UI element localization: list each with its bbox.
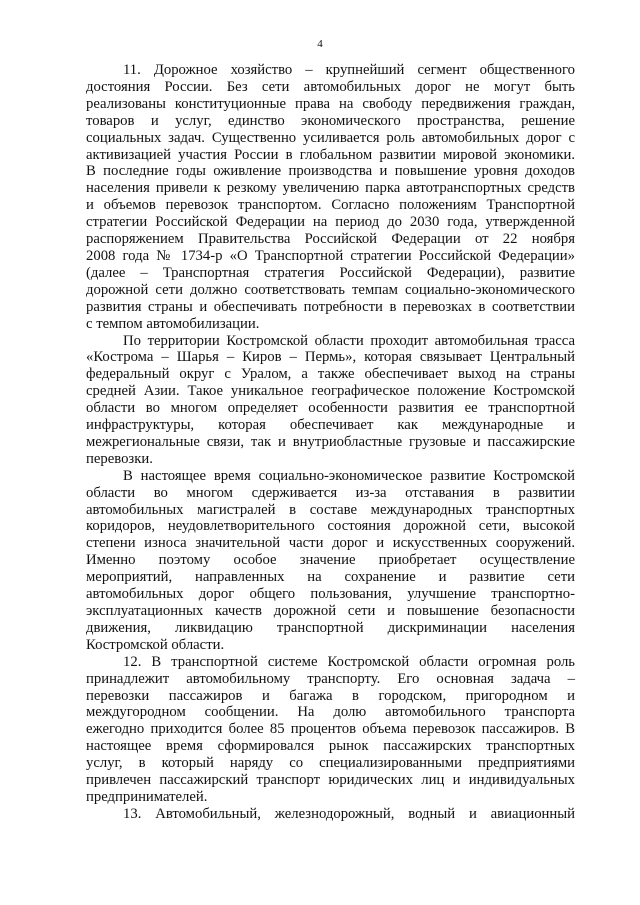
text-line: «Кострома – Шарья – Киров – Пермь», которая связывает Центральный (86, 349, 575, 366)
text-line: межрегиональные связи, так и внутриобластные грузовые и пассажирские (86, 433, 575, 450)
text-line: степени износа значительной части дорог и искусственных сооружений. (86, 535, 575, 552)
paragraph (86, 333, 575, 468)
text-line: автомобильных магистралей в составе международных транспортных (86, 501, 575, 518)
text-line: достояния России. Без сети автомобильных дорог не могут быть (86, 78, 575, 95)
text-line: федеральный округ с Уралом, а также обеспечивает выход на страны (86, 366, 575, 383)
text-line: В настоящее время социально-экономическое развитие Костромской (123, 467, 575, 484)
text-line: средней Азии. Такое уникальное географическое положение Костромской (86, 383, 575, 400)
text-line: ежегодно приходится более 85 процентов объема перевозок пассажиров. В (86, 721, 575, 738)
text-line: товаров и услуг, единство экономического пространства, решение (86, 112, 575, 129)
text-line: перевозки. (86, 450, 153, 467)
text-line: движения, ликвидацию транспортной дискриминации населения (86, 619, 575, 636)
text-line: развития страны и обеспечивать потребности в перевозках в соответствии (86, 298, 575, 315)
text-line: области во многом определяет особенности развития ее транспортной (86, 400, 575, 417)
document-body (86, 62, 575, 823)
paragraph (86, 468, 575, 654)
text-line: эксплуатационных качеств дорожной сети и повышение безопасности (86, 603, 575, 619)
text-line: 11. Дорожное хозяйство – крупнейший сегмент общественного (123, 62, 575, 78)
text-line: междугородном сообщении. На долю автомобильного транспорта (86, 704, 575, 721)
text-line: настоящее время сформировался рынок пассажирских транспортных (86, 738, 575, 755)
text-line: автомобильных дорог общего пользования, улучшение транспортно- (86, 586, 575, 603)
paragraph (86, 806, 575, 823)
text-line: стратегии Российской Федерации на период до 2030 года, утвержденной (86, 214, 575, 231)
text-line: и объемов перевозок транспортом. Согласно положениям Транспортной (86, 197, 575, 214)
text-line: (далее – Транспортная стратегия Российской Федерации), развитие (86, 264, 575, 281)
text-line: области во многом сдерживается из-за отставания в развитии (86, 484, 575, 501)
text-line: коридоров, неудовлетворительного состояния дорожной сети, высокой (86, 518, 575, 535)
text-line: услуг, в который наряду со специализированными предприятиями (86, 755, 575, 772)
text-line: принадлежит автомобильному транспорту. Его основная задача – (86, 670, 575, 687)
text-line: привлечен пассажирский транспорт юридических лиц и индивидуальных (86, 772, 575, 789)
text-line: дорожной сети должно соответствовать темпам социально-экономического (86, 281, 575, 298)
text-line: Именно поэтому особое значение приобретает осуществление (86, 552, 575, 569)
text-line: реализованы конституционные права на свободу передвижения граждан, (86, 95, 575, 112)
text-line: перевозки пассажиров и багажа в городском, пригородном и (86, 687, 575, 704)
text-line: В последние годы оживление производства и повышение уровня доходов (86, 163, 575, 180)
text-line: Костромской области. (86, 636, 225, 653)
text-line: 2008 года № 1734-р «О Транспортной стратегии Российской Федерации» (86, 247, 575, 264)
text-line: активизацией участия России в глобальном развитии мировой экономики. (86, 146, 575, 163)
text-line: 13. Автомобильный, железнодорожный, водный и авиационный (123, 805, 575, 822)
text-line: предпринимателей. (86, 788, 208, 805)
text-line: социальных задач. Существенно усиливается роль автомобильных дорог с (86, 129, 575, 146)
text-line: с темпом автомобилизации. (86, 315, 260, 332)
text-line: мероприятий, направленных на сохранение и развитие сети (86, 569, 575, 586)
text-line: По территории Костромской области проходит автомобильная трасса (123, 332, 575, 349)
text-line: распоряжением Правительства Российской Федерации от 22 ноября (86, 231, 575, 248)
text-line: 12. В транспортной системе Костромской области огромная роль (123, 653, 575, 670)
text-line: населения привели к резкому увеличению парка автотранспортных средств (86, 180, 575, 197)
paragraph (86, 654, 575, 806)
text-line: инфраструктуры, которая обеспечивает как международные и (86, 417, 575, 434)
paragraph (86, 62, 575, 333)
page-number: 4 (317, 38, 323, 50)
